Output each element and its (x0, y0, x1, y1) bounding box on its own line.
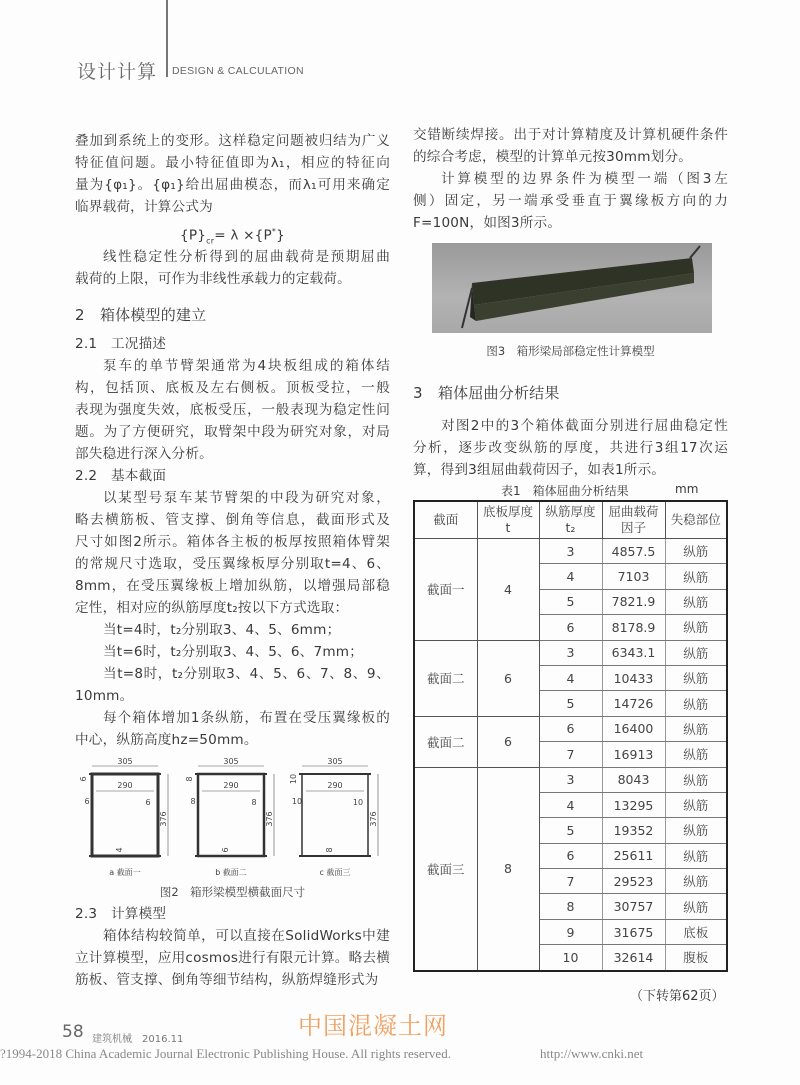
text-line: 叠加到系统上的变形。这样稳定问题被归结为广义 (75, 133, 390, 149)
text-line: 10mm。 (75, 688, 134, 704)
dim-width: 305 (327, 757, 343, 766)
section-title-en: DESIGN & CALCULATION (172, 65, 304, 77)
table-row (414, 640, 727, 665)
text-line: 略去横筋板、管支撑、倒角等信息，截面形式及 (75, 512, 390, 528)
paragraph (75, 130, 390, 218)
text-line: 临界载荷，计算公式为 (75, 199, 213, 215)
paragraph (75, 355, 390, 465)
paragraph (75, 619, 390, 641)
figure-3-caption: 图3 箱形梁局部稳定性计算模型 (486, 344, 655, 358)
text-line: 尺寸如图2所示。箱体各主板的板厚按照箱体臂架 (75, 534, 390, 550)
table-row (414, 767, 727, 792)
column-header: 底板厚度 t (477, 501, 539, 539)
formula-rhs: = λ ×{P (214, 227, 272, 244)
dim-height: 376 (159, 811, 168, 827)
column-header: 截面 (414, 501, 477, 539)
paragraph (413, 415, 728, 481)
table-cell: 4 (539, 665, 602, 690)
table-cell: 16400 (602, 716, 665, 741)
table-cell: 14726 (602, 691, 665, 716)
table-cell: 纵筋 (665, 539, 727, 564)
text-line: 部失稳进行深入分析。 (75, 446, 213, 462)
paragraph (413, 168, 728, 234)
cell-t: 4 (477, 539, 539, 641)
cell-t: 8 (477, 767, 539, 971)
table-header-row (414, 501, 727, 539)
table-cell: 纵筋 (665, 564, 727, 589)
dim-inner-width: 290 (327, 781, 343, 790)
table-cell: 纵筋 (665, 843, 727, 868)
subsection-heading: 2.1 工况描述 (75, 336, 167, 352)
dim-side-left: 8 (190, 797, 196, 806)
text-line: 载荷的上限，可作为非线性承载力的定载荷。 (75, 271, 351, 287)
table-cell: 6 (539, 716, 602, 741)
table-cell: 6 (539, 843, 602, 868)
table-cell: 8178.9 (602, 615, 665, 640)
dim-width: 305 (223, 757, 239, 766)
paragraph (75, 641, 390, 663)
column-header: 屈曲载荷 因子 (602, 501, 665, 539)
dim-top-thickness: 8 (185, 776, 194, 782)
paragraph (75, 487, 390, 619)
table-cell: 5 (539, 589, 602, 614)
table-cell: 10433 (602, 665, 665, 690)
formula-sub: cr (206, 236, 215, 246)
subsection-heading: 2.2 基本截面 (75, 468, 167, 484)
cell-section: 截面三 (414, 767, 477, 971)
table-cell: 纵筋 (665, 894, 727, 919)
copyright: ?1994-2018 China Academic Journal Electronic Publishing House. All rights reserved. (0, 1046, 451, 1061)
dim-bottom-thickness: 4 (115, 847, 124, 853)
left-column-bottom (75, 903, 390, 991)
text-line: 题。为了方便研究，取臂架中段为研究对象，对局 (75, 424, 390, 440)
table-cell: 3 (539, 767, 602, 792)
text-line: 特征值问题。最小特征值即为λ₁，相应的特征向 (75, 155, 390, 171)
table-cell: 8 (539, 894, 602, 919)
source-url[interactable]: http://www.cnki.net (540, 1046, 644, 1061)
watermark: 中国混凝土网 (298, 1012, 448, 1040)
table-cell: 纵筋 (665, 869, 727, 894)
table-cell: 底板 (665, 919, 727, 944)
continued-note: （下转第62页） (630, 989, 725, 1004)
buckling-results-table (413, 500, 728, 972)
section-heading: 2 箱体模型的建立 (75, 306, 207, 324)
table-cell: 29523 (602, 869, 665, 894)
column-header: 纵筋厚度 t₂ (539, 501, 602, 539)
table-cell: 腹板 (665, 945, 727, 971)
subsection-heading: 2.3 计算模型 (75, 906, 167, 922)
figure-2-caption: 图2 箱形梁模型横截面尺寸 (159, 885, 306, 899)
table-cell: 4 (539, 792, 602, 817)
column-header: 失稳部位 (665, 501, 727, 539)
table-cell: 7103 (602, 564, 665, 589)
table-cell: 10 (539, 945, 602, 971)
dim-bottom-thickness: 6 (221, 847, 230, 853)
left-column (75, 130, 390, 751)
dim-inner-width: 290 (117, 781, 133, 790)
text-line: 中心，纵筋高度hz=50mm。 (75, 732, 258, 748)
table-cell: 16913 (602, 742, 665, 767)
paragraph (75, 925, 390, 991)
text-line: 8mm，在受压翼缘板上增加纵筋，以增强局部稳 (75, 578, 390, 594)
right-column-section3 (413, 377, 728, 481)
table-cell: 7821.9 (602, 589, 665, 614)
table-cell: 纵筋 (665, 767, 727, 792)
text-line: 的综合考虑，模型的计算单元按30mm划分。 (413, 149, 693, 165)
text-line: 表现为强度失效，底板受压，一般表现为稳定性问 (75, 402, 390, 418)
text-line: 当t=6时，t₂分别取3、4、5、6、7mm； (103, 644, 364, 660)
text-line: 侧）固定，另一端承受垂直于翼缘板方向的力 (413, 193, 728, 209)
dim-top-thickness: 6 (79, 776, 88, 782)
dim-side-left: 10 (291, 797, 303, 806)
table-cell: 纵筋 (665, 665, 727, 690)
text-line: 当t=8时，t₂分别取3、4、5、6、7、8、9、 (103, 666, 390, 682)
dim-side-right: 6 (145, 798, 151, 807)
text-line: 当t=4时，t₂分别取3、4、5、6mm； (103, 622, 341, 638)
table-cell: 19352 (602, 818, 665, 843)
text-line: 分析，逐步改变纵筋的厚度，共进行3组17次运 (413, 440, 728, 456)
box-beam-render (432, 243, 712, 333)
text-line: 算，得到3组屈曲载荷因子，如表1所示。 (413, 462, 666, 478)
text-line: 筋板、管支撑、倒角等细节结构，纵筋焊缝形式为 (75, 972, 379, 988)
section-label: b 截面二 (215, 868, 247, 877)
formula (75, 218, 390, 246)
text-line: 交错断续焊接。出于对计算精度及计算机硬件条件 (413, 127, 728, 143)
text-line: 泵车的单节臂架通常为4块板组成的箱体结 (103, 358, 390, 374)
paragraph (75, 663, 390, 707)
text-line: 每个箱体增加1条纵筋，布置在受压翼缘板的 (103, 710, 390, 726)
text-line: 线性稳定性分析得到的屈曲载荷是预期屈曲 (103, 249, 390, 265)
text-line: 计算模型的边界条件为模型一端（图3左 (441, 171, 728, 187)
table-cell: 6343.1 (602, 640, 665, 665)
dim-side-right: 10 (352, 798, 364, 807)
dim-width: 305 (117, 757, 133, 766)
table-cell: 纵筋 (665, 589, 727, 614)
dim-inner-width: 290 (223, 781, 239, 790)
table-cell: 纵筋 (665, 818, 727, 843)
cell-section: 截面二 (414, 716, 477, 767)
table-cell: 8043 (602, 767, 665, 792)
text-line: 定性，相对应的纵筋厚度t₂按以下方式选取： (75, 600, 349, 616)
right-column (413, 124, 728, 234)
text-line: 量为{φ₁}。{φ₁}给出屈曲模态，而λ₁可用来确定 (75, 177, 390, 193)
paragraph (75, 246, 390, 290)
paragraph (75, 707, 390, 751)
cell-section: 截面二 (414, 640, 477, 716)
cell-t: 6 (477, 640, 539, 716)
table-cell: 4 (539, 564, 602, 589)
section-title-cn: 设计计算 (77, 61, 158, 83)
dim-top-thickness: 10 (289, 773, 298, 785)
table-cell: 25611 (602, 843, 665, 868)
paragraph (413, 124, 728, 168)
table-row (414, 539, 727, 564)
table-cell: 5 (539, 691, 602, 716)
table-row (414, 716, 727, 741)
formula-sup: * (271, 227, 277, 236)
dim-height: 376 (265, 811, 274, 827)
table-cell: 纵筋 (665, 792, 727, 817)
table-cell: 31675 (602, 919, 665, 944)
table-cell: 纵筋 (665, 742, 727, 767)
dim-bottom-thickness: 8 (325, 847, 334, 853)
text-line: 箱体结构较简单，可以直接在SolidWorks中建 (103, 928, 390, 944)
section-label: a 截面一 (109, 868, 141, 877)
dim-side-left: 6 (84, 797, 90, 806)
text-line: 的常规尺寸选取，受压翼缘板厚分别取t=4、6、 (75, 556, 390, 572)
header-divider (166, 0, 168, 77)
table-cell: 30757 (602, 894, 665, 919)
section-label: c 截面三 (319, 868, 351, 877)
cell-section: 截面一 (414, 539, 477, 641)
table-cell: 纵筋 (665, 615, 727, 640)
table-cell: 9 (539, 919, 602, 944)
table-unit: mm (675, 482, 699, 496)
table-cell: 纵筋 (665, 691, 727, 716)
text-line: 以某型号泵车某节臂架的中段为研究对象， (103, 490, 390, 506)
page-number: 58 (62, 1022, 84, 1042)
table-cell: 7 (539, 742, 602, 767)
table-cell: 3 (539, 539, 602, 564)
text-line: 立计算模型，应用cosmos进行有限元计算。略去横 (75, 950, 390, 966)
table-cell: 3 (539, 640, 602, 665)
section-heading: 3 箱体屈曲分析结果 (413, 384, 560, 402)
table-cell: 13295 (602, 792, 665, 817)
table-cell: 纵筋 (665, 640, 727, 665)
text-line: 对图2中的3个箱体截面分别进行屈曲稳定性 (441, 418, 728, 434)
table-cell: 5 (539, 818, 602, 843)
cell-t: 6 (477, 716, 539, 767)
formula-close: } (276, 227, 285, 244)
table-cell: 4857.5 (602, 539, 665, 564)
figure-2-cross-sections (60, 754, 390, 882)
table-cell: 7 (539, 869, 602, 894)
table-cell: 32614 (602, 945, 665, 971)
dim-side-right: 8 (251, 798, 257, 807)
figure-3-model-image (432, 243, 712, 333)
table-cell: 6 (539, 615, 602, 640)
table-cell: 纵筋 (665, 716, 727, 741)
formula-lhs: {P} (180, 227, 207, 244)
text-line: 构，包括顶、底板及左右侧板。顶板受拉，一般 (75, 380, 390, 396)
text-line: F=100N，如图3所示。 (413, 215, 562, 231)
dim-height: 376 (369, 811, 378, 827)
table-title: 表1 箱体屈曲分析结果 (501, 484, 629, 498)
journal-issue: 建筑机械 2016.11 (92, 1034, 184, 1045)
